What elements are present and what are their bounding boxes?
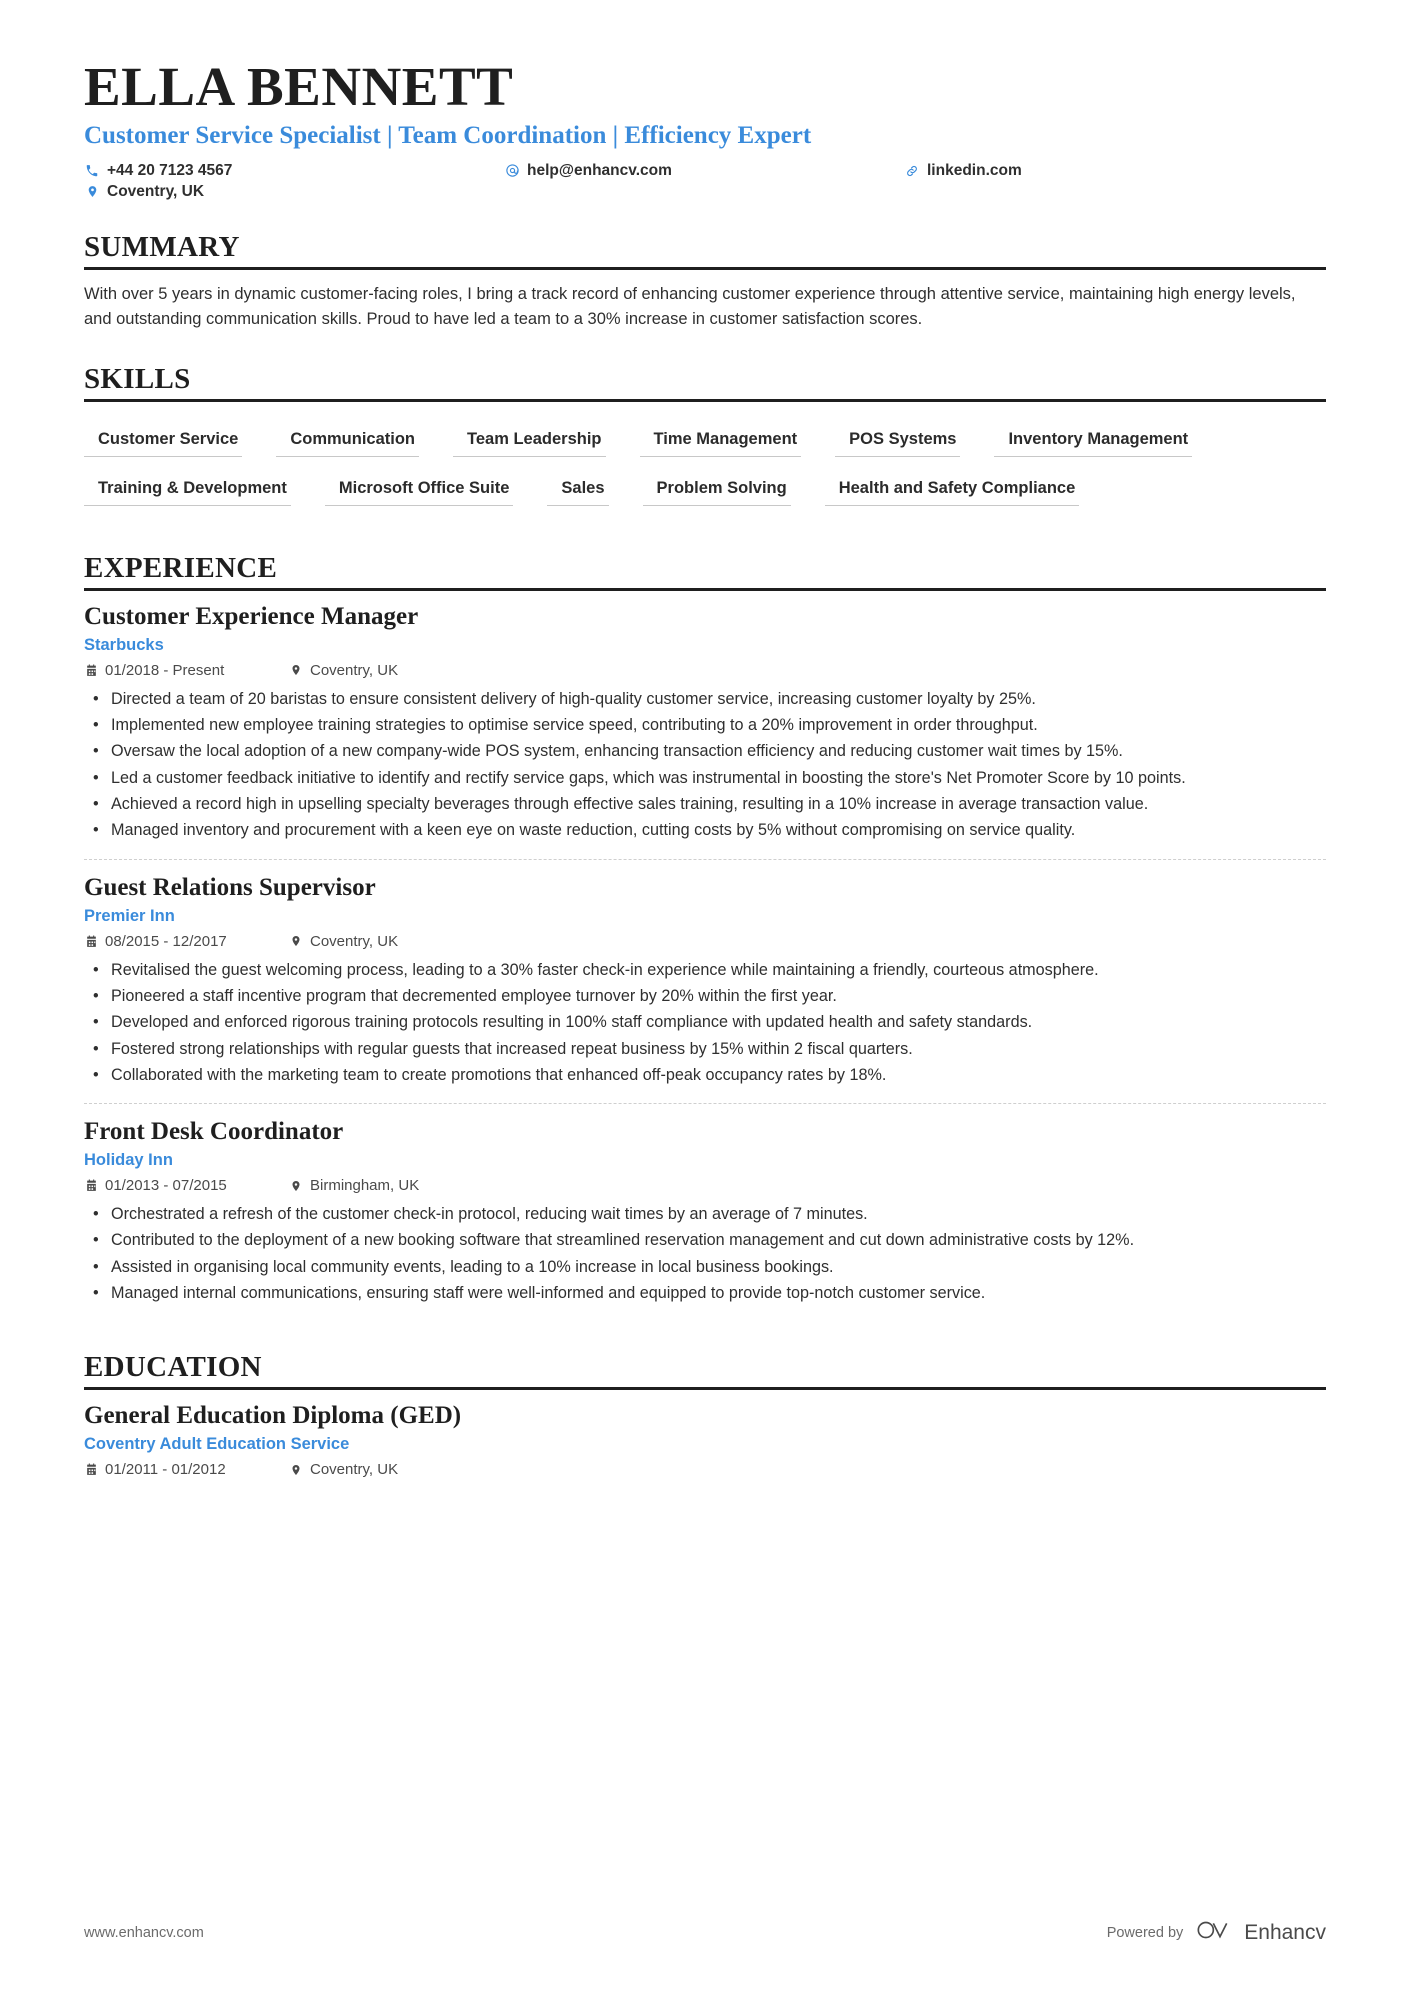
- contact-phone-text: +44 20 7123 4567: [107, 161, 233, 179]
- job-company: Holiday Inn: [84, 1151, 173, 1170]
- education-school: Coventry Adult Education Service: [84, 1435, 350, 1454]
- section-summary: [84, 231, 1326, 333]
- skill-item: POS Systems: [835, 424, 960, 457]
- experience-section-title: EXPERIENCE: [84, 552, 1326, 591]
- job-bullet: • Collaborated with the marketing team to create promotions that enhanced off-peak occupancy rates by 18%.: [84, 1063, 1326, 1087]
- job-company: Starbucks: [84, 635, 164, 654]
- education-dates: [84, 1461, 289, 1478]
- education-dates-text: 01/2011 - 01/2012: [105, 1461, 226, 1479]
- job-bullet: • Managed inventory and procurement with a keen eye on waste reduction, cutting costs by 5% without compromising on service quality.: [84, 818, 1326, 842]
- job-title: Guest Relations Supervisor: [84, 873, 376, 901]
- candidate-headline: Customer Service Specialist | Team Coordination | Efficiency Expert: [84, 121, 812, 149]
- powered-by-label: Powered by: [1106, 1925, 1184, 1941]
- skill-item: Training & Development: [84, 473, 291, 506]
- skill-item: Sales: [547, 473, 608, 506]
- job-location: [289, 662, 398, 679]
- job-location: [289, 1177, 419, 1194]
- calendar-icon: [84, 664, 98, 677]
- location-pin-icon: [289, 663, 303, 677]
- contact-location-text: Coventry, UK: [107, 182, 205, 200]
- calendar-icon: [84, 935, 98, 948]
- job-location-text: Coventry, UK: [310, 661, 399, 679]
- skill-item: Communication: [276, 424, 419, 457]
- location-pin-icon: [84, 184, 100, 199]
- footer-powered-by: [1107, 1919, 1326, 1947]
- enhancv-brand: [1195, 1919, 1326, 1947]
- job-bullet: • Orchestrated a refresh of the customer check-in protocol, reducing wait times by an average of 7 minutes.: [84, 1202, 1326, 1226]
- page-footer: [84, 1919, 1326, 1947]
- job-bullet: • Fostered strong relationships with regular guests that increased repeat business by 15% within 2 fiscal quarters.: [84, 1037, 1326, 1061]
- location-pin-icon: [289, 934, 303, 948]
- job-dates-text: 01/2018 - Present: [105, 661, 225, 679]
- job-bullet: • Achieved a record high in upselling specialty beverages through effective sales training, resulting in a 10% increase in average transaction value.: [84, 792, 1326, 816]
- candidate-name: ELLA BENNETT: [84, 56, 514, 117]
- job-bullets: [84, 958, 1326, 1087]
- skills-list: [84, 414, 1326, 522]
- contact-linkedin-text: linkedin.com: [927, 161, 1022, 179]
- email-icon: [504, 163, 520, 178]
- job-dates-text: 01/2013 - 07/2015: [105, 1177, 227, 1195]
- job-bullet: • Directed a team of 20 baristas to ensure consistent delivery of high-quality customer service, increasing customer loyalty by 25%.: [84, 687, 1326, 711]
- location-pin-icon: [289, 1463, 303, 1477]
- job-dates: [84, 933, 289, 950]
- job-meta: [84, 933, 1326, 950]
- education-location-text: Coventry, UK: [310, 1461, 399, 1479]
- section-experience: [84, 552, 1326, 1321]
- job-bullet: • Developed and enforced rigorous training protocols resulting in 100% staff compliance with updated health and safety standards.: [84, 1010, 1326, 1034]
- job-location-text: Coventry, UK: [310, 932, 399, 950]
- job-dates-text: 08/2015 - 12/2017: [105, 932, 227, 950]
- calendar-icon: [84, 1179, 98, 1192]
- job-bullets: [84, 1202, 1326, 1305]
- skill-item: Customer Service: [84, 424, 242, 457]
- job-bullet: • Pioneered a staff incentive program that decremented employee turnover by 20% within the first year.: [84, 984, 1326, 1008]
- job-bullet: • Assisted in organising local community events, leading to a 10% increase in local business bookings.: [84, 1255, 1326, 1279]
- job-title: Front Desk Coordinator: [84, 1118, 344, 1146]
- location-pin-icon: [289, 1179, 303, 1193]
- job-title: Customer Experience Manager: [84, 602, 419, 630]
- skill-item: Inventory Management: [994, 424, 1192, 457]
- experience-item: [84, 1103, 1326, 1321]
- job-bullet: • Led a customer feedback initiative to identify and rectify service gaps, which was instrumental in boosting the store's Net Promoter Score by 10 points.: [84, 766, 1326, 790]
- education-meta: [84, 1461, 1326, 1478]
- resume-header: [84, 58, 1326, 201]
- calendar-icon: [84, 1463, 98, 1476]
- education-location: [289, 1461, 398, 1478]
- job-company: Premier Inn: [84, 906, 175, 925]
- contact-linkedin[interactable]: [904, 162, 1022, 180]
- contact-email[interactable]: [504, 162, 904, 180]
- job-location: [289, 933, 398, 950]
- contact-row-secondary: [84, 183, 1326, 201]
- summary-section-title: SUMMARY: [84, 231, 1326, 270]
- contact-row-primary: [84, 162, 1326, 180]
- job-meta: [84, 662, 1326, 679]
- education-degree: General Education Diploma (GED): [84, 1402, 462, 1430]
- contact-email-text: help@enhancv.com: [527, 161, 672, 179]
- education-section-title: EDUCATION: [84, 1351, 1326, 1390]
- skills-section-title: SKILLS: [84, 363, 1326, 402]
- skill-item: Team Leadership: [453, 424, 606, 457]
- experience-item: [84, 859, 1326, 1103]
- job-meta: [84, 1177, 1326, 1194]
- section-education: [84, 1351, 1326, 1478]
- education-item: [84, 1402, 1326, 1478]
- section-skills: [84, 363, 1326, 522]
- contact-phone[interactable]: [84, 162, 504, 180]
- skill-item: Microsoft Office Suite: [325, 473, 514, 506]
- job-bullet: • Managed internal communications, ensuring staff were well-informed and equipped to provide top-notch customer service.: [84, 1281, 1326, 1305]
- job-location-text: Birmingham, UK: [310, 1177, 420, 1195]
- job-bullet: • Revitalised the guest welcoming process, leading to a 30% faster check-in experience while maintaining a friendly, courteous atmosphere.: [84, 958, 1326, 982]
- job-dates: [84, 1177, 289, 1194]
- summary-text: With over 5 years in dynamic customer-facing roles, I bring a track record of enhancing customer experience through attentive service, maintaining high energy levels, and outstanding communication skills. Proud to have led a team to a 30% increase in customer satisfaction scores.: [84, 284, 1296, 329]
- phone-icon: [84, 164, 100, 178]
- job-bullets: [84, 687, 1326, 843]
- contact-location: [84, 183, 504, 201]
- skill-item: Problem Solving: [643, 473, 791, 506]
- enhancv-brand-text: Enhancv: [1244, 1921, 1326, 1944]
- job-bullet: • Contributed to the deployment of a new booking software that streamlined reservation management and cut down administrative costs by 12%.: [84, 1228, 1326, 1252]
- job-bullet: • Oversaw the local adoption of a new company-wide POS system, enhancing transaction efficiency and reducing customer wait times by 15%.: [84, 739, 1326, 763]
- enhancv-logo-icon: [1195, 1919, 1235, 1947]
- footer-website[interactable]: www.enhancv.com: [84, 1925, 204, 1941]
- link-icon: [904, 164, 920, 178]
- skill-item: Time Management: [640, 424, 802, 457]
- job-dates: [84, 662, 289, 679]
- job-bullet: • Implemented new employee training strategies to optimise service speed, contributing to a 20% improvement in order throughput.: [84, 713, 1326, 737]
- experience-item: [84, 603, 1326, 859]
- skill-item: Health and Safety Compliance: [825, 473, 1080, 506]
